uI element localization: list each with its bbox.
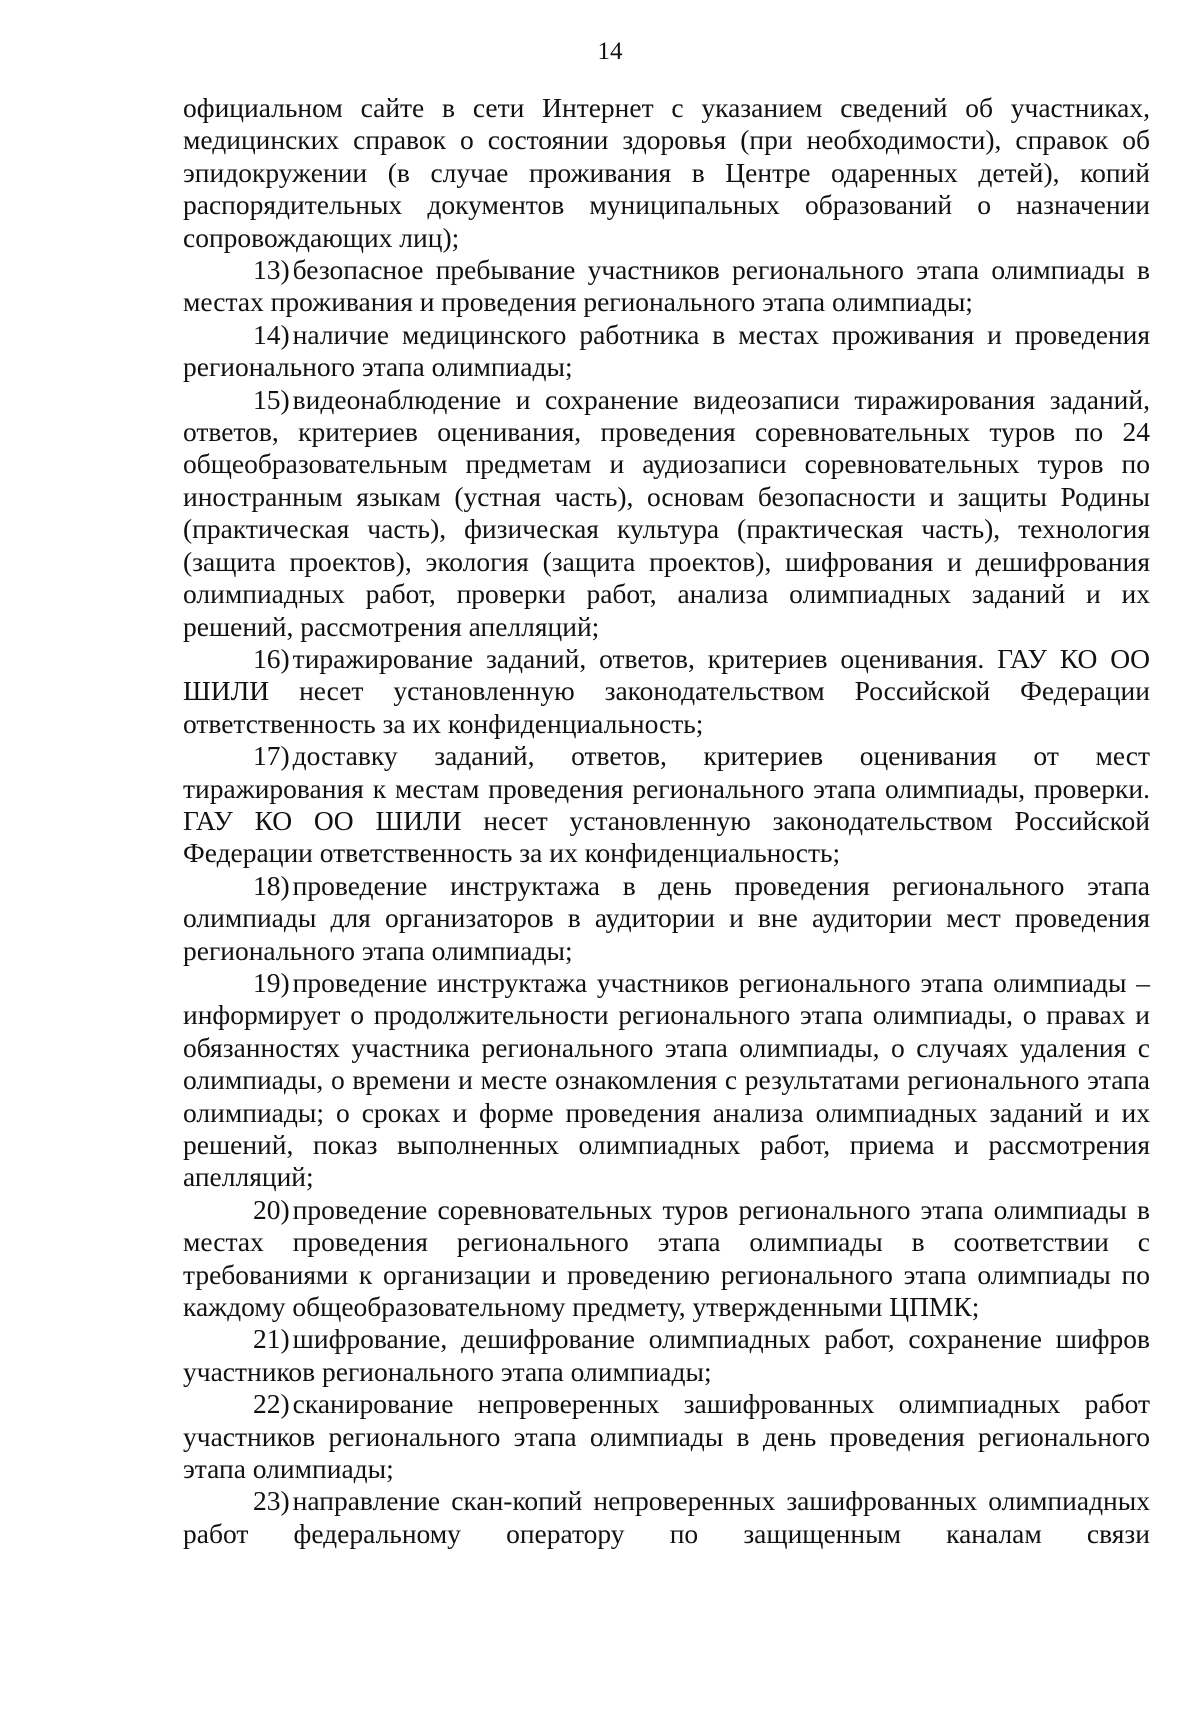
list-item-number: 17) bbox=[253, 740, 290, 772]
page-number: 14 bbox=[597, 38, 623, 65]
list-item-number: 18) bbox=[253, 869, 290, 901]
list-item-17 bbox=[183, 740, 1150, 870]
list-item-13 bbox=[183, 254, 1150, 319]
document-body bbox=[183, 92, 1150, 1550]
list-item-text: доставку заданий, ответов, критериев оценивания от мест тиражирования к местам проведения регионального этапа олимпиады, проверки. ГАУ КО ОО ШИЛИ несет установленную законодательством Российской Федерации ответственность за их конфиденциальность; bbox=[183, 740, 1150, 869]
list-item-number: 14) bbox=[253, 318, 290, 350]
list-item-number: 19) bbox=[253, 966, 290, 998]
list-item-number: 21) bbox=[253, 1323, 290, 1355]
list-item-21 bbox=[183, 1323, 1150, 1388]
list-item-18 bbox=[183, 870, 1150, 967]
list-item-number: 23) bbox=[253, 1485, 290, 1517]
list-item-text: наличие медицинского работника в местах проживания и проведения регионального этапа олимпиады; bbox=[183, 318, 1150, 383]
list-item-16 bbox=[183, 643, 1150, 740]
list-item-text: тиражирование заданий, ответов, критериев оценивания. ГАУ КО ОО ШИЛИ несет установленную законодательством Российской Федерации ответственность за их конфиденциальность; bbox=[183, 642, 1150, 739]
list-item-14 bbox=[183, 319, 1150, 384]
list-item-number: 13) bbox=[253, 254, 290, 286]
list-item-number: 22) bbox=[253, 1388, 290, 1420]
list-item-text: видеонаблюдение и сохранение видеозаписи тиражирования заданий, ответов, критериев оценивания, проведения соревновательных туров по 24 общеобразовательным предметам и аудиозаписи соревновательных туров по иностранным языкам (устная часть), основам безопасности и защиты Родины (практическая часть), физическая культура (практическая часть), технология (защита проектов), экология (защита проектов), шифрования и дешифрования олимпиадных работ, проверки работ, анализа олимпиадных заданий и их решений, рассмотрения апелляций; bbox=[183, 383, 1150, 642]
list-item-text: направление скан-копий непроверенных зашифрованных олимпиадных работ федеральному оператору по защищенным каналам связи bbox=[183, 1485, 1150, 1549]
list-item-23 bbox=[183, 1485, 1150, 1550]
list-item-19 bbox=[183, 967, 1150, 1194]
list-item-number: 20) bbox=[253, 1193, 290, 1225]
list-item-22 bbox=[183, 1388, 1150, 1485]
list-item-text: сканирование непроверенных зашифрованных олимпиадных работ участников регионального этапа олимпиады в день проведения регионального этапа олимпиады; bbox=[183, 1388, 1150, 1485]
paragraph-continuation bbox=[183, 92, 1150, 254]
list-item-text: проведение инструктажа в день проведения регионального этапа олимпиады для организаторов в аудитории и вне аудитории мест проведения регионального этапа олимпиады; bbox=[183, 869, 1150, 966]
list-item-text: проведение соревновательных туров регионального этапа олимпиады в местах проведения регионального этапа олимпиады в соответствии с требованиями к организации и проведению регионального этапа олимпиады по каждому общеобразовательному предмету, утвержденными ЦПМК; bbox=[183, 1193, 1150, 1323]
list-item-number: 15) bbox=[253, 383, 290, 415]
list-item-20 bbox=[183, 1194, 1150, 1324]
paragraph-text: официальном сайте в сети Интернет с указанием сведений об участниках, медицинских справок о состоянии здоровья (при необходимости), справок об эпидокружении (в случае проживания в Центре одаренных детей), копий распорядительных документов муниципальных образований о назначении сопровождающих лиц); bbox=[183, 92, 1150, 253]
list-item-number: 16) bbox=[253, 642, 290, 674]
list-item-text: безопасное пребывание участников регионального этапа олимпиады в местах проживания и проведения регионального этапа олимпиады; bbox=[183, 254, 1150, 318]
list-item-15 bbox=[183, 384, 1150, 643]
list-item-text: проведение инструктажа участников регионального этапа олимпиады – информирует о продолжительности регионального этапа олимпиады, о правах и обязанностях участника регионального этапа олимпиады, о случаях удаления с олимпиады, о времени и месте ознакомления с результатами регионального этапа олимпиады; о сроках и форме проведения анализа олимпиадных заданий и их решений, показ выполненных олимпиадных работ, приема и рассмотрения апелляций; bbox=[183, 966, 1150, 1193]
list-item-text: шифрование, дешифрование олимпиадных работ, сохранение шифров участников регионального этапа олимпиады; bbox=[183, 1323, 1150, 1387]
